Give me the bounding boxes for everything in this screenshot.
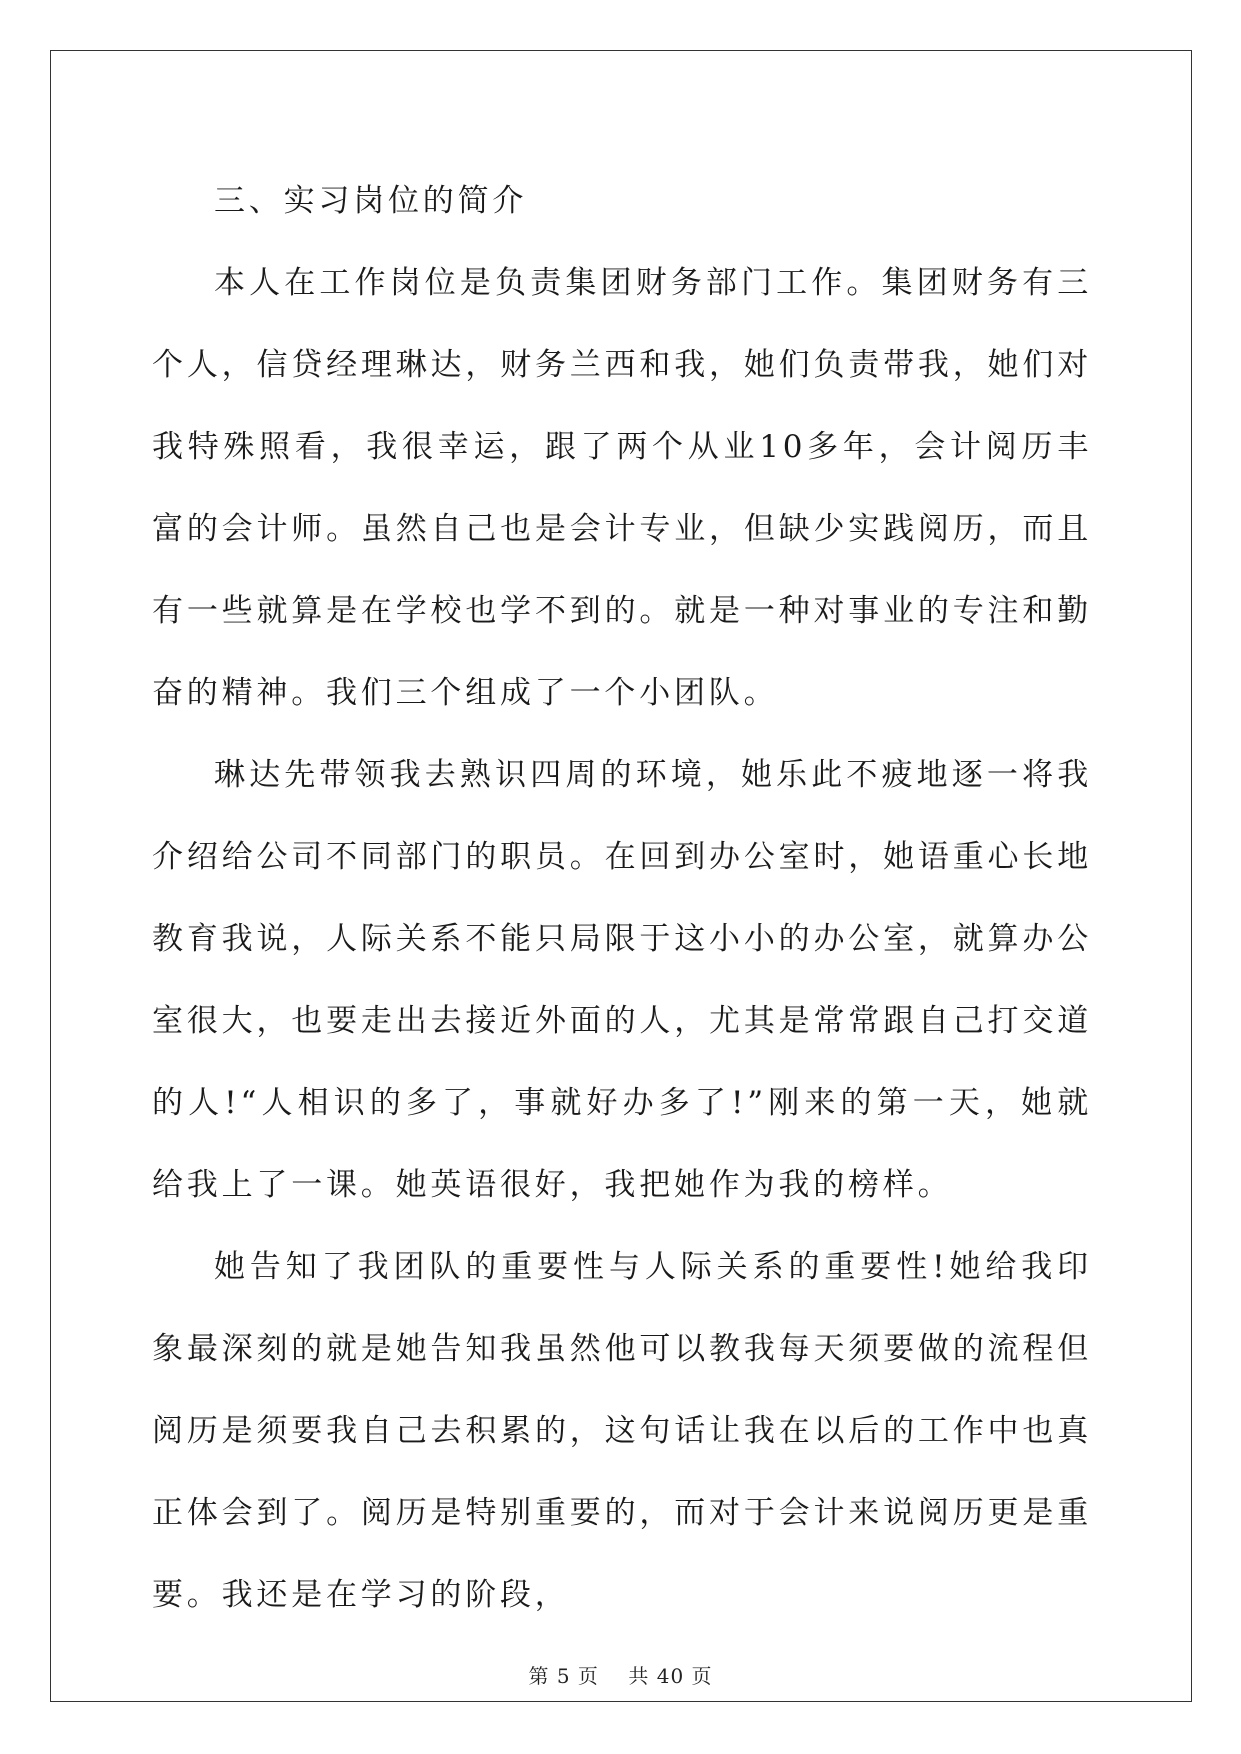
page-number: 第 5 页 <box>528 1664 599 1688</box>
paragraph-teamwork: 她告知了我团队的重要性与人际关系的重要性!她给我印象最深刻的就是她告知我虽然他可以教我每天须要做的流程但阅历是须要我自己去积累的，这句话让我在以后的工作中也真正体会到了。阅历是特别重要的，而对于会计来说阅历更是重要。我还是在学习的阶段， <box>152 1249 1092 1613</box>
section-heading: 三、实习岗位的简介 <box>214 183 528 219</box>
page-footer <box>0 1660 1241 1689</box>
paragraph-internship-role: 本人在工作岗位是负责集团财务部门工作。集团财务有三个人，信贷经理琳达，财务兰西和我，她们负责带我，她们对我特殊照看，我很幸运，跟了两个从业10多年，会计阅历丰富的会计师。虽然自己也是会计专业，但缺少实践阅历，而且有一些就算是在学校也学不到的。就是一种对事业的专注和勤奋的精神。我们三个组成了一个小团队。 <box>152 265 1092 711</box>
page-total: 共 40 页 <box>628 1664 713 1688</box>
document-body <box>152 160 1092 1636</box>
paragraph-linda-introduction: 琳达先带领我去熟识四周的环境，她乐此不疲地逐一将我介绍给公司不同部门的职员。在回到办公室时，她语重心长地教育我说，人际关系不能只局限于这小小的办公室，就算办公室很大，也要走出去接近外面的人，尤其是常常跟自己打交道的人!“人相识的多了，事就好办多了!”刚来的第一天，她就给我上了一课。她英语很好，我把她作为我的榜样。 <box>152 757 1092 1203</box>
